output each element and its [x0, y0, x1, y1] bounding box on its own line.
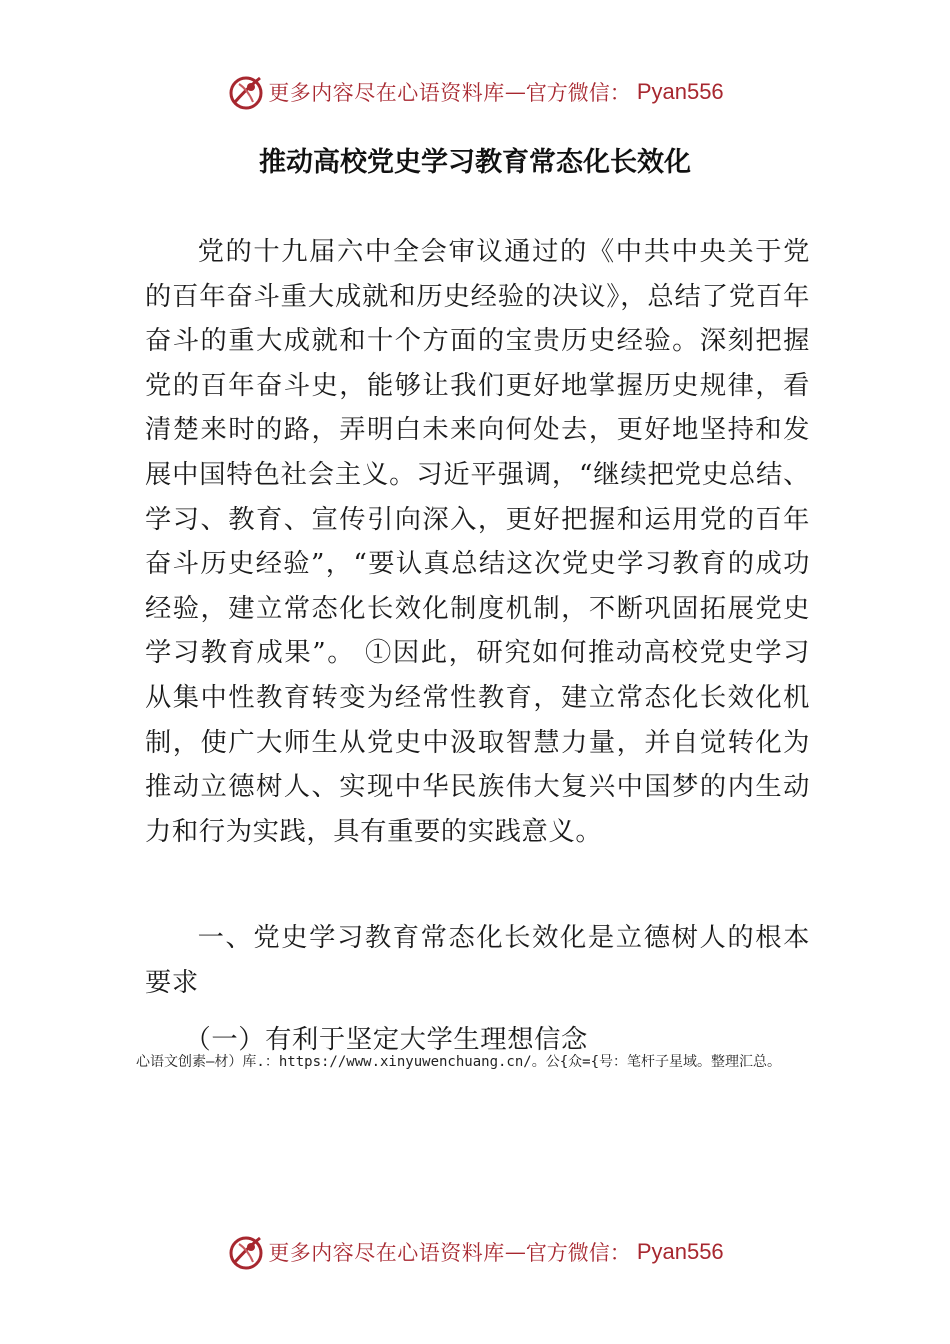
banner-label: 官方微信：: [525, 81, 631, 105]
banner-separator: —: [504, 80, 526, 104]
header-banner: [0, 70, 950, 114]
logo-icon: [226, 1232, 266, 1272]
paragraph-intro: 党的十九届六中全会审议通过的《中共中央关于党的百年奋斗重大成就和历史经验的决议》，总结了党百年奋斗的重大成就和十个方面的宝贵历史经验。深刻把握党的百年奋斗史，能够让我们更好地掌握历史规律，看清楚来时的路，弄明白未来向何处去，更好地坚持和发展中国特色社会主义。习近平强调，“继续把党史总结、学习、教育、宣传引向深入，更好把握和运用党的百年奋斗历史经验”，“要认真总结这次党史学习教育的成功经验，建立常态化长效化制度机制，不断巩固拓展党史学习教育成果”。 ①因此，研究如何推动高校党史学习从集中性教育转变为经常性教育，建立常态化长效化机制，使广大师生从党史中汲取智慧力量，并自觉转化为推动立德树人、实现中华民族伟大复兴中国梦的内生动力和行为实践，具有重要的实践意义。: [145, 237, 810, 847]
banner-text: 更多内容尽在心语资料库: [268, 81, 505, 105]
source-note: 心语文创素—材）库.：https://www.xinyuwenchuang.cn/。公{众={号：笔杆子星域。整理汇总。: [136, 1054, 782, 1070]
banner-separator: —: [504, 1240, 526, 1264]
banner-wechat-id: Pyan556: [636, 79, 724, 104]
banner-text: 更多内容尽在心语资料库: [268, 1241, 505, 1265]
banner-wechat-id: Pyan556: [636, 1239, 724, 1264]
section-heading: 一、党史学习教育常态化长效化是立德树人的根本要求: [145, 923, 810, 998]
document-title: 推动高校党史学习教育常态化长效化: [259, 147, 691, 178]
footer-banner: [0, 1230, 950, 1274]
banner-label: 官方微信：: [525, 1241, 631, 1265]
logo-icon: [226, 72, 266, 112]
subsection-heading: （一）有利于坚定大学生理想信念: [184, 1025, 588, 1055]
